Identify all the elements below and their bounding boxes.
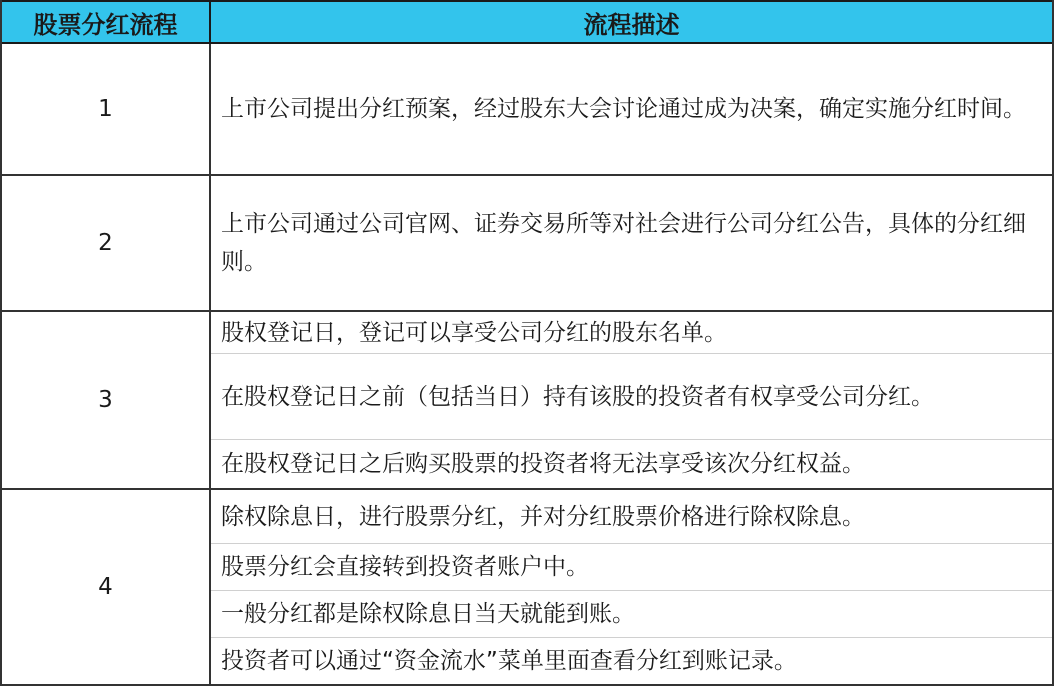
step-number: 2 [2,176,211,310]
step-description: 投资者可以通过“资金流水”菜单里面查看分红到账记录。 [221,648,797,674]
step-number: 1 [2,44,211,174]
step-description: 股票分红会直接转到投资者账户中。 [211,544,1052,591]
step-description: 除权除息日，进行股票分红，并对分红股票价格进行除权除息。 [211,490,1052,544]
table-row [2,176,1052,312]
step-description: 股权登记日，登记可以享受公司分红的股东名单。 [211,312,1052,354]
step-number: 4 [2,490,211,684]
step-description: 在股权登记日之前（包括当日）持有该股的投资者有权享受公司分红。 [211,354,1052,440]
step-description: 一般分红都是除权除息日当天就能到账。 [211,591,1052,638]
header-process-step: 股票分红流程 [2,2,211,42]
header-process-description: 流程描述 [583,10,680,39]
step-description: 在股权登记日之后购买股票的投资者将无法享受该次分红权益。 [221,451,865,477]
table-row [2,44,1052,176]
step-number: 3 [2,312,211,488]
step-description: 上市公司通过公司官网、证券交易所等对社会进行公司分红公告，具体的分红细则。 [221,211,1026,275]
table-header [2,0,1052,44]
table-row [2,490,1052,684]
step-description: 上市公司提出分红预案，经过股东大会讨论通过成为决案，确定实施分红时间。 [221,96,1026,122]
table-row [2,312,1052,490]
